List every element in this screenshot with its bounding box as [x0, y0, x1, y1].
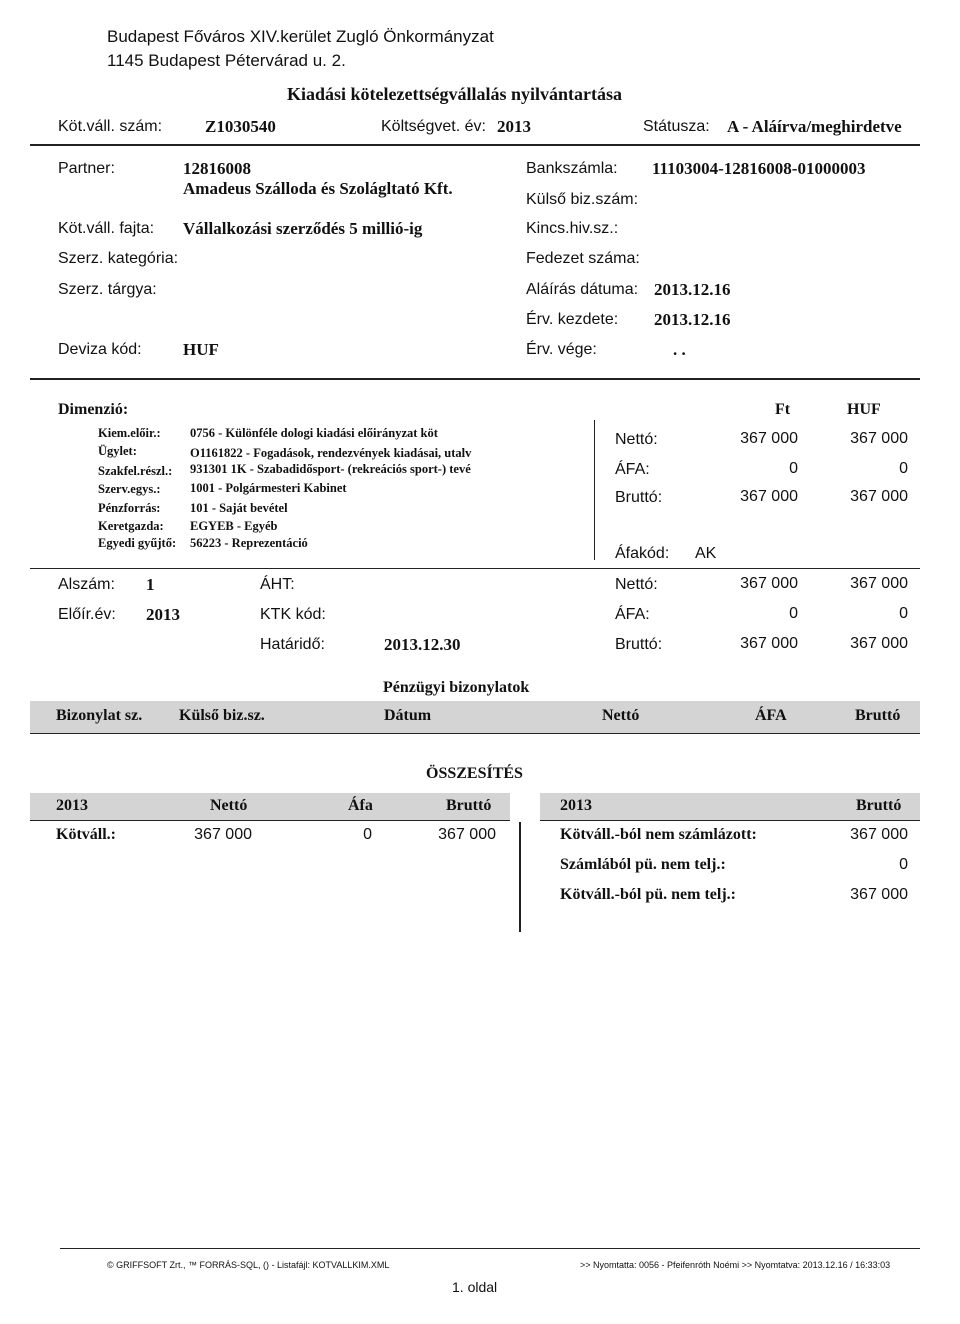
koltsegvet-label: Költségvet. év: — [381, 118, 486, 135]
erv-kezd-label: Érv. kezdete: — [526, 311, 619, 328]
afa-ft: 0 — [789, 460, 798, 477]
eloir-label: Előír.év: — [58, 606, 116, 623]
afakod-label: Áfakód: — [615, 545, 670, 562]
footer-right: >> Nyomtatta: 0056 - Pfeifenróth Noémi >> Nyomtatva: 2013.12.16 / 16:33:03 — [580, 1260, 891, 1270]
afakod-value: AK — [695, 545, 717, 562]
col-datum: Dátum — [384, 707, 432, 724]
kotvall-sum-afa: 0 — [363, 826, 372, 843]
alszam-rule — [30, 568, 920, 569]
bankszamla-label: Bankszámla: — [526, 160, 618, 177]
hatarido-label: Határidő: — [260, 636, 325, 653]
brutto-ft: 367 000 — [740, 488, 798, 505]
deviza-value: HUF — [183, 340, 219, 359]
kotvall-label: Köt.váll. szám: — [58, 118, 163, 135]
aht-label: ÁHT: — [260, 576, 295, 593]
col-huf: HUF — [847, 401, 881, 418]
alairas-label: Aláírás dátuma: — [526, 281, 639, 298]
kotvall-sum-brutto: 367 000 — [438, 826, 496, 843]
erv-kezd-value: 2013.12.16 — [654, 310, 731, 329]
dim-value-szakfel: 931301 1K - Szabadidősport- (rekreációs sport-) tevé — [190, 462, 471, 476]
col-kulso: Külső biz.sz. — [179, 707, 265, 724]
status-label: Státusza: — [643, 118, 710, 135]
dim-value-kiem: 0756 - Különféle dologi kiadási előirányzat köt — [190, 426, 438, 440]
osszesites-left-band — [30, 793, 510, 821]
dim-label-ugylet: Ügylet: — [98, 444, 137, 458]
al-brutto-huf: 367 000 — [850, 635, 908, 652]
dim-divider — [594, 420, 595, 560]
afa-huf: 0 — [899, 460, 908, 477]
bizonylatok-heading: Pénzügyi bizonylatok — [383, 679, 530, 696]
kotvall-sum-label: Kötváll.: — [56, 826, 116, 843]
erv-vege-label: Érv. vége: — [526, 341, 597, 358]
kulso-label: Külső biz.szám: — [526, 191, 639, 208]
dim-label-keretgazda: Keretgazda: — [98, 519, 164, 533]
erv-vege-value: . . — [673, 340, 686, 359]
eloir-value: 2013 — [146, 605, 180, 624]
dim-value-ugylet: O1161822 - Fogadások, rendezvények kiadásai, utalv — [190, 446, 472, 460]
deviza-label: Deviza kód: — [58, 341, 142, 358]
sum-row-label: Kötváll.-ból nem számlázott: — [560, 826, 757, 843]
left-brutto: Bruttó — [446, 797, 492, 814]
dim-label-penzforras: Pénzforrás: — [98, 501, 161, 515]
netto-huf: 367 000 — [850, 430, 908, 447]
kategoria-label: Szerz. kategória: — [58, 250, 179, 267]
ktk-label: KTK kód: — [260, 606, 326, 623]
partner-code: 12816008 — [183, 159, 251, 178]
brutto-huf: 367 000 — [850, 488, 908, 505]
dim-value-szerv: 1001 - Polgármesteri Kabinet — [190, 481, 347, 495]
dim-rule — [30, 378, 920, 380]
partner-name: Amadeus Szálloda és Szolágltató Kft. — [183, 179, 453, 198]
netto-ft: 367 000 — [740, 430, 798, 447]
alairas-value: 2013.12.16 — [654, 280, 731, 299]
al-afa-ft: 0 — [789, 605, 798, 622]
dim-label-szerv: Szerv.egys.: — [98, 482, 161, 496]
left-afa: Áfa — [348, 797, 373, 814]
col-brutto: Bruttó — [855, 707, 901, 724]
left-netto: Nettó — [210, 797, 248, 814]
fedezet-label: Fedezet száma: — [526, 250, 640, 267]
dimenzio-heading: Dimenzió: — [58, 401, 129, 418]
footer-rule — [60, 1248, 920, 1249]
brutto-label: Bruttó: — [615, 489, 663, 506]
osszesites-heading: ÖSSZESÍTÉS — [426, 765, 523, 782]
page-title: Kiadási kötelezettségvállalás nyilvántartása — [287, 84, 622, 104]
al-netto-huf: 367 000 — [850, 575, 908, 592]
col-bizonylat: Bizonylat sz. — [56, 707, 143, 724]
dim-label-szakfel: Szakfel.részl.: — [98, 464, 173, 478]
osszesites-divider — [519, 822, 521, 932]
al-brutto-label: Bruttó: — [615, 636, 663, 653]
targya-label: Szerz. tárgya: — [58, 281, 157, 298]
al-afa-huf: 0 — [899, 605, 908, 622]
col-ft: Ft — [775, 401, 791, 418]
status-value: A - Aláírva/meghirdetve — [727, 117, 902, 136]
netto-label: Nettó: — [615, 431, 658, 448]
al-netto-ft: 367 000 — [740, 575, 798, 592]
footer-left: © GRIFFSOFT Zrt., ™ FORRÁS-SQL, () - Listafájl: KOTVALLKIM.XML — [107, 1260, 390, 1270]
sum-row-value: 367 000 — [850, 826, 908, 843]
top-rule — [30, 144, 920, 146]
sum-row-value: 367 000 — [850, 886, 908, 903]
sum-row-label: Számlából pü. nem telj.: — [560, 856, 726, 873]
al-brutto-ft: 367 000 — [740, 635, 798, 652]
koltsegvet-value: 2013 — [497, 117, 531, 136]
afa-label: ÁFA: — [615, 461, 650, 478]
page-number: 1. oldal — [452, 1279, 498, 1295]
fajta-label: Köt.váll. fajta: — [58, 220, 155, 237]
right-brutto: Bruttó — [856, 797, 902, 814]
org-address: 1145 Budapest Pétervárad u. 2. — [107, 51, 346, 70]
col-afa: ÁFA — [755, 707, 787, 724]
dim-label-gyujto: Egyedi gyűjtő: — [98, 536, 177, 550]
hatarido-value: 2013.12.30 — [384, 635, 461, 654]
bizonylatok-rule — [30, 733, 920, 734]
dim-value-penzforras: 101 - Saját bevétel — [190, 501, 288, 515]
sum-row-value: 0 — [899, 856, 908, 873]
kincs-label: Kincs.hiv.sz.: — [526, 220, 619, 237]
alszam-label: Alszám: — [58, 576, 115, 593]
col-netto: Nettó — [602, 707, 640, 724]
bankszamla-value: 11103004-12816008-01000003 — [652, 159, 866, 178]
al-afa-label: ÁFA: — [615, 606, 650, 623]
osszesites-right-rule — [540, 820, 920, 821]
org-name: Budapest Főváros XIV.kerület Zugló Önkormányzat — [107, 27, 494, 46]
dim-value-keretgazda: EGYEB - Egyéb — [190, 519, 278, 533]
osszesites-left-rule — [30, 820, 510, 821]
al-netto-label: Nettó: — [615, 576, 658, 593]
kotvall-sum-netto: 367 000 — [194, 826, 252, 843]
kotvall-value: Z1030540 — [205, 117, 276, 136]
right-year: 2013 — [560, 797, 592, 814]
fajta-value: Vállalkozási szerződés 5 millió-ig — [183, 219, 423, 238]
dim-value-gyujto: 56223 - Reprezentáció — [190, 536, 308, 550]
sum-row-label: Kötváll.-ból pü. nem telj.: — [560, 886, 736, 903]
alszam-value: 1 — [146, 575, 155, 594]
partner-label: Partner: — [58, 160, 115, 177]
dim-label-kiem: Kiem.előir.: — [98, 426, 161, 440]
left-year: 2013 — [56, 797, 88, 814]
